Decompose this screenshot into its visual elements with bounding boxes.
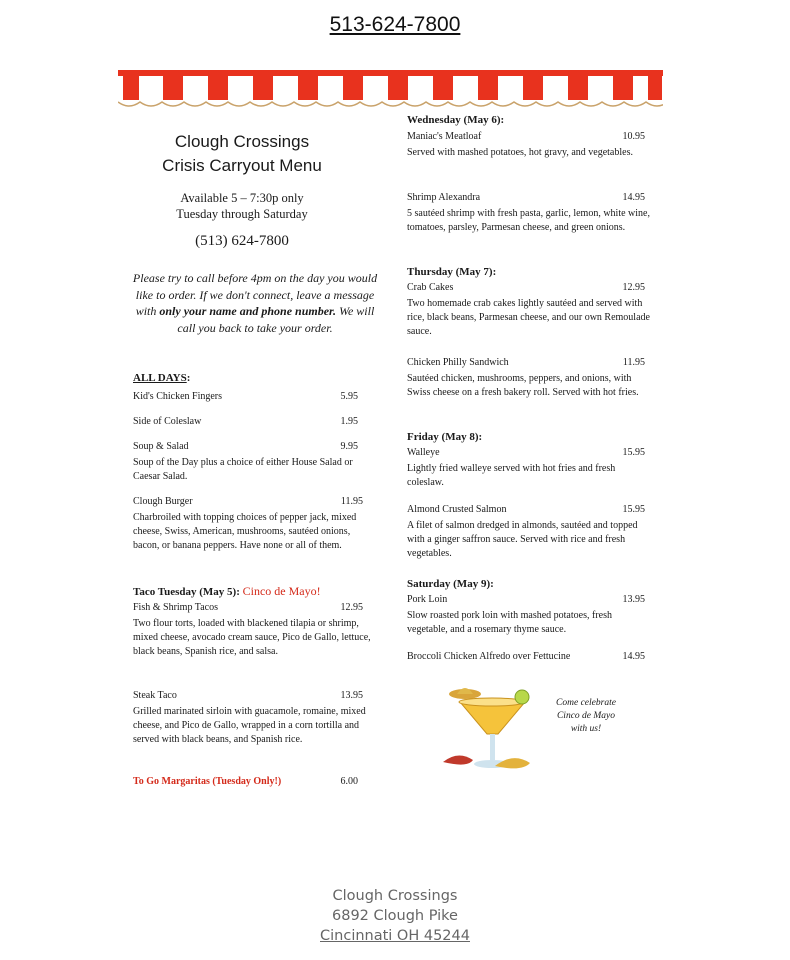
all-days-colon: : [186, 372, 191, 384]
tuesday-title: Taco Tuesday (May 5): [133, 586, 240, 598]
availability [122, 190, 362, 222]
item-name: Broccoli Chicken Alfredo over Fettucine [407, 651, 571, 662]
menu-item [133, 496, 363, 507]
item-price: 12.95 [622, 282, 645, 293]
item-description: Sautéed chicken, mushrooms, peppers, and onions, with Swiss cheese on a fresh bakery roll. Served with hot fries. [407, 373, 639, 398]
item-price: 5.95 [340, 391, 358, 402]
item-description: Lightly fried walleye served with hot fries and fresh coleslaw. [407, 463, 616, 488]
thursday-title: Thursday (May 7) [407, 266, 493, 278]
item-price: 6.00 [340, 776, 358, 787]
menu-item [133, 391, 358, 402]
item-name: Clough Burger [133, 496, 193, 507]
item-name: Soup & Salad [133, 441, 189, 452]
item-name: Walleye [407, 447, 440, 458]
menu-phone[interactable]: (513) 624-7800 [195, 233, 289, 249]
margaritas-item [133, 776, 358, 787]
saturday-colon: : [490, 578, 494, 590]
ordering-note [130, 270, 380, 336]
item-name: Steak Taco [133, 690, 177, 701]
saturday-title: Saturday (May 9) [407, 578, 491, 590]
item-description: Soup of the Day plus a choice of either House Salad or Caesar Salad. [133, 457, 353, 482]
item-price: 11.95 [340, 496, 363, 507]
item-price: 13.95 [340, 690, 363, 701]
item-description: 5 sautéed shrimp with fresh pasta, garlic, lemon, white wine, tomatoes, parsley, Parmesan cheese, and green onions. [407, 208, 650, 233]
menu-title [122, 130, 362, 178]
footer-name: Clough Crossings [332, 888, 458, 904]
item-name: Kid's Chicken Fingers [133, 391, 223, 402]
all-days-title: ALL DAYS [133, 372, 187, 384]
item-price: 14.95 [622, 651, 645, 662]
item-description: Slow roasted pork loin with mashed potatoes, fresh vegetable, and a rosemary thyme sauce. [407, 610, 612, 635]
menu-item [133, 690, 363, 701]
thursday-header [407, 266, 496, 278]
menu-item [407, 192, 645, 203]
top-phone-number[interactable]: 513-624-7800 [329, 13, 461, 36]
friday-title: Friday (May 8) [407, 431, 479, 443]
availability-days: Tuesday through Saturday [176, 207, 308, 221]
item-price: 9.95 [340, 441, 358, 452]
menu-item [407, 651, 645, 662]
availability-hours: Available 5 – 7:30p only [180, 191, 304, 205]
item-description: Served with mashed potatoes, hot gravy, and vegetables. [407, 147, 633, 158]
item-name: Almond Crusted Salmon [407, 504, 507, 515]
menu-item [133, 416, 358, 427]
all-days-header [133, 372, 190, 384]
item-name: Side of Coleslaw [133, 416, 202, 427]
item-price: 15.95 [622, 504, 645, 515]
item-name: Shrimp Alexandra [407, 192, 481, 203]
note-text-1: Please try to call before 4pm on the day you would like to order. If we don't connect, leave a message with [132, 271, 378, 318]
menu-item [407, 282, 645, 293]
item-price: 14.95 [622, 192, 645, 203]
item-description: Grilled marinated sirloin with guacamole, romaine, mixed cheese, and Pico de Gallo, wrapped in a corn tortilla and served with black beans, and Spanish rice. [133, 706, 366, 745]
margarita-icon [440, 684, 540, 779]
menu-item [407, 447, 645, 458]
menu-item [133, 602, 363, 613]
item-name: Crab Cakes [407, 282, 454, 293]
thursday-colon: : [492, 266, 497, 278]
title-line-1: Clough Crossings [174, 132, 310, 151]
item-price: 12.95 [340, 602, 363, 613]
menu-item [407, 357, 645, 368]
friday-colon: : [478, 431, 483, 443]
wednesday-title: Wednesday (May 6) [407, 114, 501, 126]
item-description: Charbroiled with topping choices of pepper jack, mixed cheese, Swiss, American, mushrooms, sautéed onions, bacon, or banana peppers. Have none or all of them. [133, 512, 357, 551]
item-name: To Go Margaritas (Tuesday Only!) [133, 776, 282, 787]
item-price: 11.95 [622, 357, 645, 368]
note-bold: only your name and phone number. [159, 304, 337, 318]
menu-item [407, 504, 645, 515]
awning-decoration [118, 70, 663, 110]
footer-city[interactable]: Cincinnati OH 45244 [320, 928, 470, 944]
footer-address: 6892 Clough Pike [332, 908, 458, 924]
wednesday-header [407, 114, 504, 126]
item-price: 13.95 [622, 594, 645, 605]
celebrate-message: Come celebrate Cinco de Mayo with us! [556, 698, 616, 734]
item-price: 1.95 [340, 416, 358, 427]
note-text-2: We will call you back to take your order. [177, 304, 375, 335]
wednesday-colon: : [500, 114, 505, 126]
item-price: 10.95 [622, 131, 645, 142]
title-line-2: Crisis Carryout Menu [162, 156, 322, 175]
item-name: Pork Loin [407, 594, 448, 605]
footer [0, 886, 790, 946]
item-description: Two homemade crab cakes lightly sautéed and served with rice, black beans, Parmesan cheese, and our own Remoulade sauce. [407, 298, 650, 337]
saturday-header [407, 578, 494, 590]
item-price: 15.95 [622, 447, 645, 458]
friday-header [407, 431, 482, 443]
item-name: Chicken Philly Sandwich [407, 357, 509, 368]
item-description: A filet of salmon dredged in almonds, sautéed and topped with a ginger saffron sauce. Served with rice and fresh vegetables. [407, 520, 638, 559]
item-description: Two flour torts, loaded with blackened tilapia or shrimp, mixed cheese, avocado cream sauce, Pico de Gallo, lettuce, black beans, Spanish rice, and salsa. [133, 618, 371, 657]
menu-item [407, 594, 645, 605]
menu-item [407, 131, 645, 142]
menu-item [133, 441, 358, 452]
item-name: Maniac's Meatloaf [407, 131, 482, 142]
tuesday-header [133, 584, 321, 599]
cinco-de-mayo-label: Cinco de Mayo! [242, 584, 321, 598]
item-name: Fish & Shrimp Tacos [133, 602, 218, 613]
